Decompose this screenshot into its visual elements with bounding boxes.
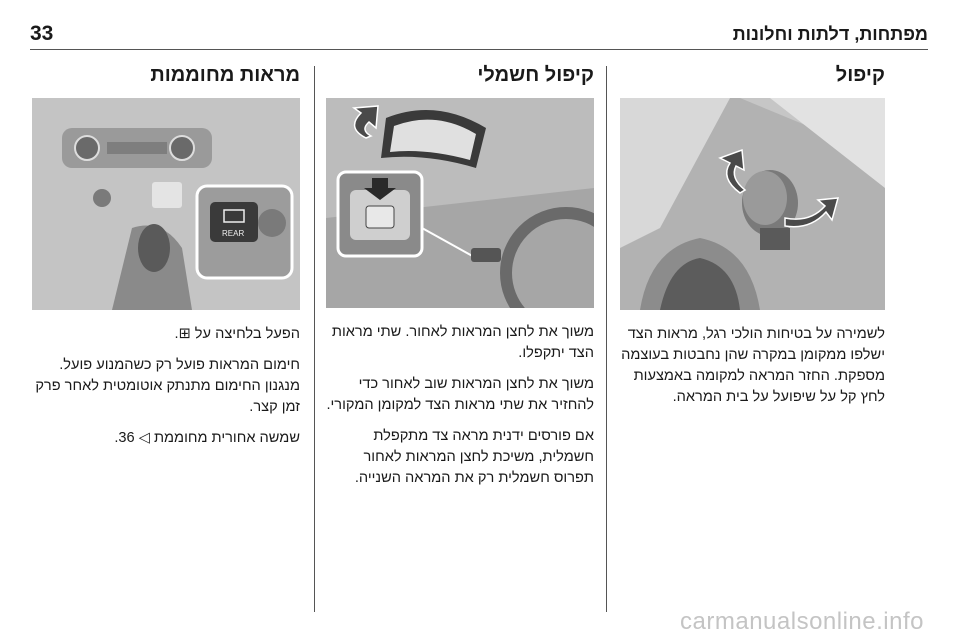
column-heated-mirrors bbox=[32, 56, 300, 616]
column-divider bbox=[314, 66, 315, 612]
chapter-title: מפתחות, דלתות וחלונות bbox=[732, 24, 928, 44]
section-text bbox=[326, 322, 594, 499]
section-title: מראות מחוממות bbox=[150, 64, 300, 86]
section-title: קיפול חשמלי bbox=[477, 64, 594, 86]
paragraph: משוך את לחצן המראות שוב לאחור כדי להחזיר את שתי מראות הצד למקומן המקורי. bbox=[326, 376, 594, 413]
section-title: קיפול bbox=[835, 64, 885, 86]
column-divider bbox=[606, 66, 607, 612]
column-fold bbox=[620, 56, 885, 616]
paragraph: אם פורסים ידנית מראה צד מתקפלת חשמלית, משיכת לחצן המראות לאחור תפרוס חשמלית רק את המראה השנייה. bbox=[354, 428, 594, 486]
paragraph: משוך את לחצן המראות לאחור. שתי מראות הצד יתקפלו. bbox=[331, 324, 594, 361]
page-number: 33 bbox=[30, 22, 54, 45]
page-header bbox=[30, 22, 928, 50]
mirror-switch-illustration bbox=[326, 98, 594, 308]
watermark: carmanualsonline.info bbox=[680, 608, 924, 635]
mirror-fold-illustration bbox=[620, 98, 885, 310]
section-text bbox=[32, 324, 300, 459]
column-electric-fold bbox=[326, 56, 594, 616]
rear-label: REAR bbox=[222, 229, 245, 238]
section-text bbox=[620, 324, 885, 418]
header-divider bbox=[30, 49, 928, 50]
paragraph: חימום המראות פועל רק כשהמנוע פועל. מנגנון החימום מתנתק אוטומטית לאחר פרק זמן קצר. bbox=[35, 357, 300, 415]
paragraph: לשמירה על בטיחות הולכי רגל, מראות הצד ישלפו ממקומן במקרה שהן נחבטות בעוצמה מספקת. החזר המראה למקומה באמצעות לחץ קל על שיפועל על בית המראה. bbox=[621, 326, 885, 405]
heated-mirror-button-illustration bbox=[32, 98, 300, 310]
paragraph: הפעל בלחיצה על ⊞. bbox=[174, 326, 300, 342]
paragraph: שמשה אחורית מחוממת ◁ 36. bbox=[114, 430, 300, 446]
